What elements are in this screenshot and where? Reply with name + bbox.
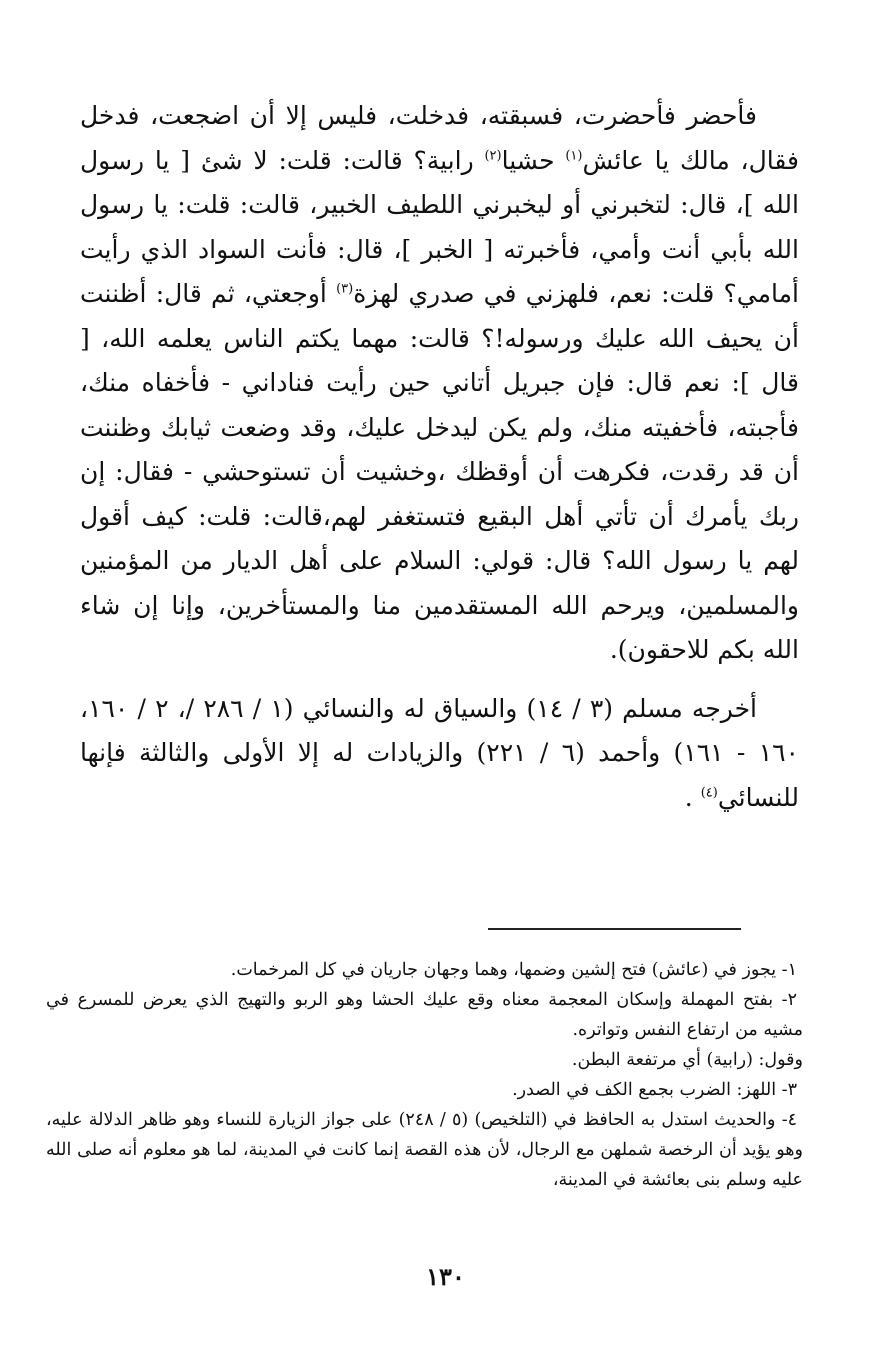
page-number: ١٣٠ <box>426 1262 465 1291</box>
footnote-ref-2: (٢) <box>484 148 502 164</box>
footnote-ref-3: (٣) <box>336 281 354 297</box>
footnote-2: ٢- بفتح المهملة وإسكان المعجمة معناه وقع عليك الحشا وهو الربو والتهيج الذي يعرض للمسرع في مشيه من ارتفاع النفس وتواتره. <box>46 990 803 1040</box>
hadith-paragraph <box>80 94 799 673</box>
main-text <box>80 94 799 820</box>
footnote-1: ١- يجوز في (عائش) فتح إلشين وضمها، وهما وجهان جاريان في كل المرخمات. <box>230 960 797 980</box>
footnote-2-continuation: وقول: (رابية) أي مرتفعة البطن. <box>571 1050 803 1070</box>
footnote-3: ٣- اللهز: الضرب بجمع الكف في الصدر. <box>512 1080 797 1100</box>
footnote-separator <box>488 928 741 930</box>
source-paragraph <box>80 687 799 821</box>
text-segment: حشيا <box>501 145 566 175</box>
text-segment: أوجعتي، ثم قال: أظننت أن يحيف الله عليك ورسوله!؟ قالت: مهما يكتم الناس يعلمه الله، [ قال ]: نعم قال: فإن جبريل أتاني حين رأيت فناداني - فأخفاه منك، فأجبته، فأخفيته منك، ولم يكن ليدخل عليك، وقد وضعت ثيابك وظننت أن قد رقدت، فكرهت أن أوقظك ،وخشيت أن تستوحشي - فقال: إن ربك يأمرك أن تأتي أهل البقيع فتستغفر لهم،قالت: قلت: كيف أقول لهم يا رسول الله؟ قال: قولي: السلام على أهل الديار من المؤمنين والمسلمين، ويرحم الله المستقدمين منا والمستأخرين، وإنا إن شاء الله بكم للاحقون). <box>80 279 799 664</box>
footnote-ref-4: (٤) <box>700 785 718 801</box>
footnotes <box>46 955 803 1195</box>
footnote-ref-1: (١) <box>565 148 583 164</box>
text-segment: فأحضر فأحضرت، فسبقته، فدخلت، فليس إلا أن اضجعت، فدخل فقال، مالك يا عائش <box>80 101 799 175</box>
text-segment: . <box>684 782 701 812</box>
text-segment: رابية؟ قالت: قلت: لا شئ [ يا رسول الله ]، قال: لتخبرني أو ليخبرني اللطيف الخبير، قالت: قلت: يا رسول الله بأبي أنت وأمي، فأخبرته [ الخبر ]، قال: فأنت السواد الذي رأيت أمامي؟ قلت: نعم، فلهزني في صدري لهزة <box>80 145 799 308</box>
text-segment: أخرجه مسلم (٣ / ١٤) والسياق له والنسائي (١ / ٢٨٦ /، ٢ / ١٦٠، ١٦٠ - ١٦١) وأحمد (٦ / ٢٢١) والزيادات له إلا الأولى والثالثة فإنها للنسائي <box>80 693 799 812</box>
footnote-4: ٤- والحديث استدل به الحافظ في (التلخيص) (٥ / ٢٤٨) على جواز الزيارة للنساء وهو ظاهر الدلالة عليه، وهو يؤيد أن الرخصة شملهن مع الرجال، لأن هذه القصة إنما كانت في المدينة، لما هو معلوم أنه صلى الله عليه وسلم بنى بعائشة في المدينة، <box>46 1110 803 1190</box>
